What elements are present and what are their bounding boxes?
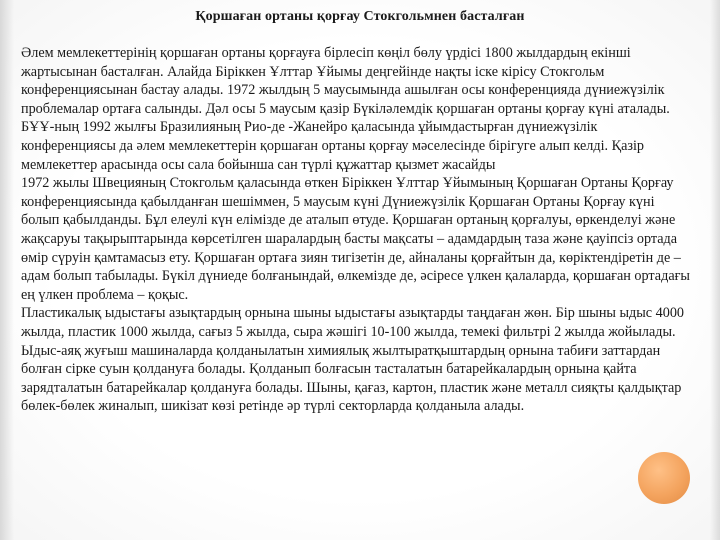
orange-accent-circle bbox=[638, 452, 690, 504]
paragraph-stockholm-history: Әлем мемлекеттерінің қоршаған ортаны қорғауға бірлесіп көңіл бөлу үрдісі 1800 жылдардың екінші жартысынан басталған. Алайда Біріккен Ұлттар Ұйымы деңгейінде нақты іске кірісу Стокгольм конференциясынан бастау алады. 1972 жылдың 5 маусымында ашылған осы конференцияда дүниежүзілік проблемалар ортаға салынды. Дәл осы 5 маусым қазір Бүкіләлемдік қоршаған ортаны қорғау күні аталады. БҰҰ-ның 1992 жылғы Бразилияның Рио-де -Жанейро қаласында ұйымдастырған дүниежүзілік конференциясы да әлем мемлекеттерін қоршаған ортаны қорғау мәселесінде бірігуге алып келді. Қазір мемлекеттер арасында осы сала бойынша сан түрлі құжаттар қызмет жасайды bbox=[21, 45, 670, 173]
slide-title: Қоршаған ортаны қорғау Стокгольмнен басталған bbox=[195, 9, 525, 24]
slide-body bbox=[21, 44, 691, 416]
paragraph-plastic-vs-glass: Пластикалық ыдыстағы азықтардың орнына шыны ыдыстағы азықтарды таңдаған жөн. Бір шыны ыдыс 4000 жылда, пластик 1000 жылда, сағыз 5 жылда, сыра жәшігі 10-100 жылда, темекі фильтрі 2 жылда жойылады. bbox=[21, 305, 685, 340]
left-edge-shadow bbox=[0, 0, 14, 540]
paragraph-environment-day: 1972 жылы Швецияның Стокгольм қаласында өткен Біріккен Ұлттар Ұйымының Қоршаған Ортаны Қорғау конференциясында қабылданған шешіммен, 5 маусым күні Дүниежүзілік Қоршаған Ортаны Қорғау күні болып қабылданды. Бұл елеулі күн елімізде де аталып өтуде. Қоршаған ортаның қорғалуы, өркенделуі және жақсаруы тақырыптарында көрсетілген шаралардың басты мақсаты – адамдардың таза және қауіпсіз ортада өмір сүруін қамтамасыз ету. Қоршаған ортаға зиян тигізетін де, айналаны қорғайтын да, көріктендіретін де – адам болып табылады. Бүкіл дүниеде болғанындай, өлкемізде де, әсіресе үлкен қалаларда, қоршаған ортадағы ең үлкен проблема – қоқыс. bbox=[21, 175, 690, 303]
right-edge-shadow bbox=[710, 0, 720, 540]
paragraph-recycling-tips: Ыдыс-аяқ жуғыш машиналарда қолданылатын химиялық жылтыратқыштардың орнына табиғи заттардан болған сірке суын қолдануға болады. Қолданып болғасын тасталатын батарейкалардың орнына қайта зарядталатын батарейкалар қолдануға болады. Шыны, қағаз, картон, пластик және металл сияқты қалдықтар бөлек-бөлек жиналып, шикізат көзі ретінде әр түрлі секторларда қолданыла алады. bbox=[21, 342, 682, 415]
